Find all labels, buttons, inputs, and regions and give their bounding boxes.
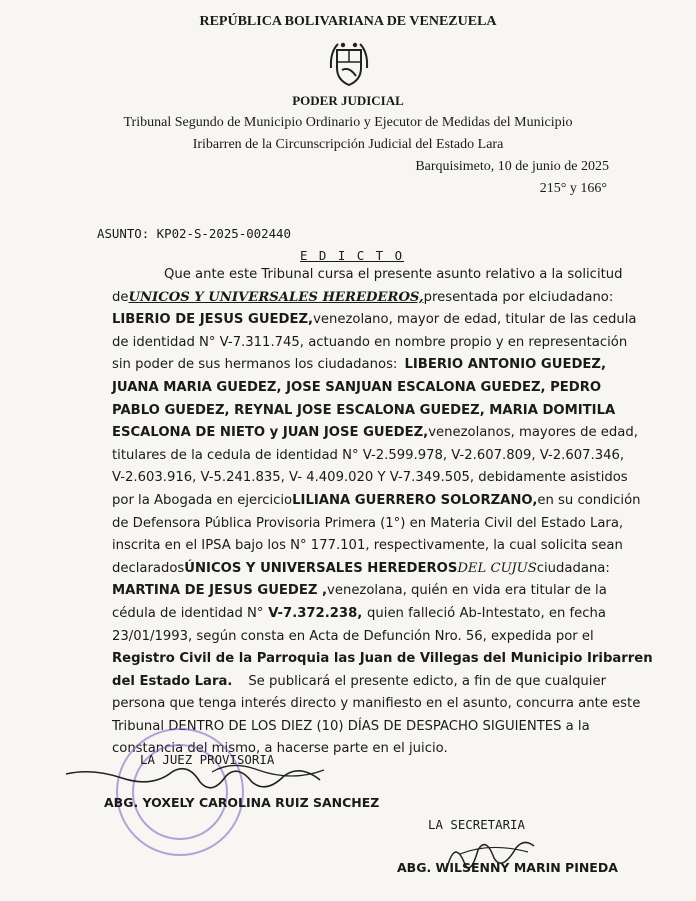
body-line: MARTINA DE JESUS GUEDEZ , venezolana, quién en vida era titular de la: [112, 583, 607, 599]
secretary-name: ABG. WILSENNY MARIN PINEDA: [397, 860, 618, 875]
edict-title: E D I C T O: [300, 248, 405, 263]
coat-of-arms-icon: [328, 38, 370, 88]
court-name-line1: Tribunal Segundo de Municipio Ordinario y Ejecutor de Medidas del Municipio: [123, 115, 573, 130]
document-years: 215° y 166°: [539, 181, 607, 196]
body-line: titulares de la cedula de identidad N° V-2.599.978, V-2.607.809, V-2.607.346,: [112, 447, 625, 463]
judge-name: ABG. YOXELY CAROLINA RUIZ SANCHEZ: [104, 795, 380, 810]
document-date: Barquisimeto, 10 de junio de 2025: [415, 159, 609, 174]
body-line: inscrita en el IPSA bajo los N° 177.101, respectivamente, la cual solicita sean: [112, 538, 623, 554]
body-line: ESCALONA DE NIETO y JUAN JOSE GUEDEZ, venezolanos, mayores de edad,: [112, 425, 638, 441]
body-line: de Defensora Pública Provisoria Primera (1°) en Materia Civil del Estado Lara,: [112, 515, 624, 531]
republic-heading: REPÚBLICA BOLIVARIANA DE VENEZUELA: [199, 14, 497, 29]
body-line: del Estado Lara. Se publicará el presente edicto, a fin de que cualquier: [112, 673, 606, 689]
body-line: Que ante este Tribunal cursa el presente asunto relativo a la solicitud: [164, 267, 623, 282]
body-line: de UNICOS Y UNIVERSALES HEREDEROS, presentada por el ciudadano:: [112, 287, 606, 310]
body-line: 23/01/1993, según consta en Acta de Defunción Nro. 56, expedida por el: [112, 628, 594, 644]
case-number: ASUNTO: KP02-S-2025-002440: [97, 226, 291, 241]
judicial-power-heading: PODER JUDICIAL: [292, 93, 404, 108]
court-name-line2: Iribarren de la Circunscripción Judicial del Estado Lara: [192, 137, 504, 152]
body-line: de identidad N° V-7.311.745, actuando en nombre propio y en representación: [112, 334, 628, 350]
edict-body: [112, 264, 653, 761]
judge-title: LA JUEZ PROVISORIA: [140, 752, 275, 767]
body-line: Tribunal DENTRO DE LOS DIEZ (10) DÍAS DE DESPACHO SIGUIENTES a la: [112, 718, 590, 734]
body-line: JUANA MARIA GUEDEZ, JOSE SANJUAN ESCALONA GUEDEZ, PEDRO: [112, 379, 602, 395]
body-line: PABLO GUEDEZ, REYNAL JOSE ESCALONA GUEDEZ, MARIA DOMITILA: [112, 402, 616, 418]
body-line: LIBERIO DE JESUS GUEDEZ, venezolano, mayor de edad, titular de las cedula: [112, 312, 637, 328]
body-line: persona que tenga interés directo y manifiesto en el asunto, concurra ante este: [112, 696, 641, 712]
secretary-title: LA SECRETARIA: [428, 817, 525, 832]
body-line: cédula de identidad N° V-7.372.238, quien falleció Ab-Intestato, en fecha: [112, 605, 606, 621]
body-line: por la Abogada en ejercicio LILIANA GUERRERO SOLORZANO, en su condición: [112, 492, 641, 508]
body-line: sin poder de sus hermanos los ciudadanos: LIBERIO ANTONIO GUEDEZ,: [112, 357, 606, 373]
body-line: constancia del mismo, a hacerse parte en el juicio.: [112, 741, 448, 757]
body-line: declarados ÚNICOS Y UNIVERSALES HEREDEROS DEL CUJUS ciudadana:: [112, 560, 610, 576]
body-line: Registro Civil de la Parroquia las Juan de Villegas del Municipio Iribarren: [112, 651, 653, 667]
body-line: V-2.603.916, V-5.241.835, V- 4.409.020 Y V-7.349.505, debidamente asistidos: [112, 470, 628, 486]
heirs-request-type: UNICOS Y UNIVERSALES HEREDEROS,: [128, 289, 424, 305]
